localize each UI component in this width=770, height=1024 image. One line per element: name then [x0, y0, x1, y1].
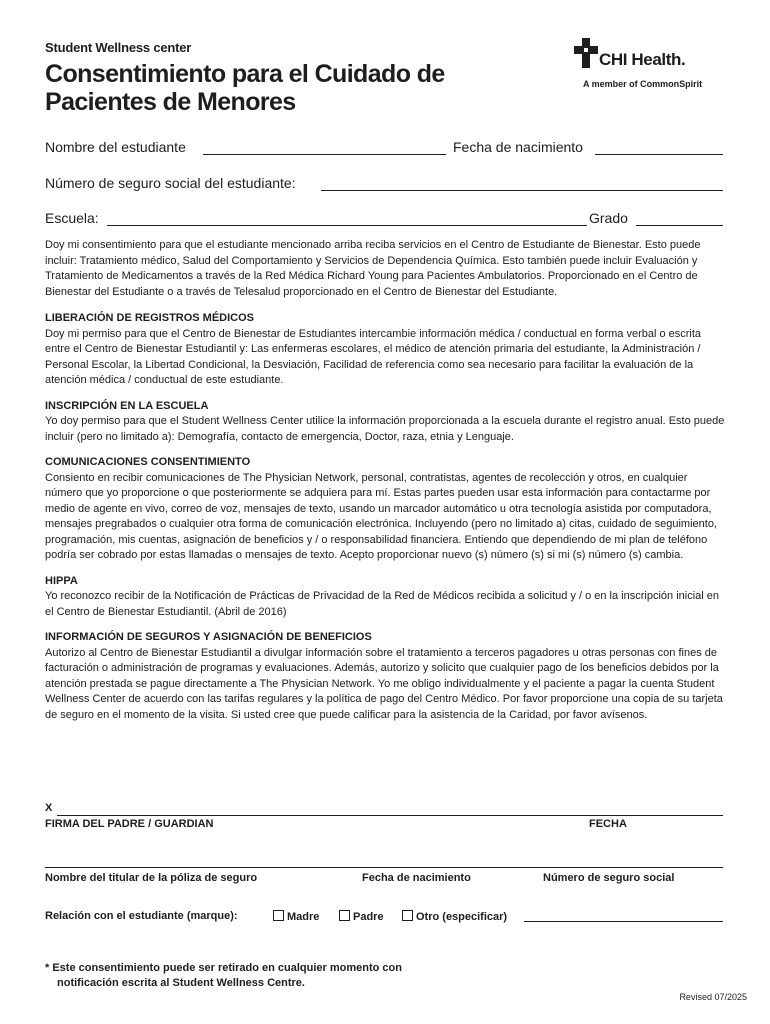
intro-paragraph: Doy mi consentimiento para que el estudiante mencionado arriba reciba servicios en el Centro de Estudiante de Bienestar. Esto puede incluir: Tratamiento médico, Salud del Comportamiento y Servicios de Dependencia Química. Esto también puede incluir Evaluación y Tratamiento de Medicamentos a través de la Red Médica Richard Young para Pacientes Ambulatorios. Proporcionado en el Centro de Bienestar del Estudiante o a través de Telesalud proporcionado en el Centro de Bienestar del Estudiante.: [45, 239, 701, 298]
student-name-line[interactable]: [203, 154, 446, 155]
section-heading: INSCRIPCIÓN EN LA ESCUELA: [45, 399, 209, 412]
birth-date-label: Fecha de nacimiento: [453, 139, 583, 155]
section-heading: LIBERACIÓN DE REGISTROS MÉDICOS: [45, 312, 255, 324]
relation-mother-option[interactable]: [273, 910, 319, 923]
father-checkbox[interactable]: [339, 910, 350, 921]
consent-body: [45, 238, 725, 723]
section-text: Yo reconozco recibir de la Notificación de Prácticas de Privacidad de la Red de Médicos recibida a solicitud y / o en la inscripción inicial en el Centro de Bienestar Estudiantil. (Abril de 2016): [45, 590, 720, 618]
school-row: [45, 210, 723, 230]
section-communications: [45, 455, 725, 564]
section-text: Doy mi permiso para que el Centro de Bienestar de Estudiantes intercambie información médica / conductual en forma verbal o escrita entre el Centro de Bienestar Estudiantil y: Las enfermeras escolares, el médico de atención primaria del estudiante, la Administración / Personal Escolar, la Libertad Condicional, la Desviación, Facilidad de referencia como sea necesario para facilitar la evaluación de la atención médica / conductual de este estudiante.: [45, 327, 702, 386]
withdrawal-note-line-1: * Este consentimiento puede ser retirado en cualquier momento con: [45, 962, 402, 974]
signature-x-mark: X: [45, 802, 53, 814]
section-heading: HIPPA: [45, 574, 78, 587]
revision-date: Revised 07/2025: [679, 992, 747, 1002]
parent-signature-label: FIRMA DEL PADRE / GUARDIAN: [45, 818, 214, 830]
section-enrollment: [45, 399, 725, 446]
section-text: Yo doy permiso para que el Student Wellness Center utilice la información proporcionada a la escuela durante el registro anual. Esto puede incluir (pero no limitado a): Demografía, contacto de emergencia, Doctor, raza, etnia y Lenguaje.: [45, 415, 725, 443]
birth-date-line[interactable]: [595, 154, 723, 155]
section-heading: COMUNICACIONES CONSENTIMIENTO: [45, 456, 251, 468]
student-name-label: Nombre del estudiante: [45, 139, 186, 155]
grade-line[interactable]: [636, 225, 723, 226]
relation-other-option[interactable]: [402, 910, 507, 923]
other-specify-line[interactable]: [524, 921, 723, 922]
chi-health-logo: [570, 36, 730, 96]
father-label: Padre: [353, 911, 384, 923]
withdrawal-note-line-2: notificación escrita al Student Wellness Centre.: [57, 977, 305, 989]
section-hippa: [45, 574, 725, 621]
title-line-2: Pacientes de Menores: [45, 88, 296, 116]
ssn-label: Número de seguro social del estudiante:: [45, 175, 296, 191]
eyebrow-text: Student Wellness center: [45, 40, 192, 55]
grade-label: Grado: [589, 210, 628, 226]
section-records: [45, 311, 725, 389]
signature-date-label: FECHA: [589, 818, 627, 830]
relation-label: Relación con el estudiante (marque):: [45, 910, 238, 922]
section-heading: INFORMACIÓN DE SEGUROS Y ASIGNACIÓN DE BENEFICIOS: [45, 631, 372, 643]
policy-holder-line[interactable]: [45, 867, 723, 868]
school-line[interactable]: [107, 225, 587, 226]
mother-checkbox[interactable]: [273, 910, 284, 921]
ssn-row: [45, 175, 723, 195]
student-name-row: [45, 139, 723, 159]
section-text: Consiento en recibir comunicaciones de The Physician Network, personal, contratistas, agentes de recolección y otros, en cualquier número que yo proporcione o que posteriormente se adquiera para mí. Estas partes pueden usar esta información para contactarme por medio de agente en vivo, correo de voz, mensajes de texto, usando un marcador automático u otra tecnología asistida por computadora, mensajes pregrabados o cualquier otra forma de comunicación electrónica. Incluyendo (pero no limitado a) citas, cuidado de seguimiento, programación, mis cuentas, asignación de beneficios y / o responsabilidad financiera. Entiendo que dependiendo de mi plan de teléfono podría ser cobrado por estas llamadas o mensajes de texto. Acepto proporcionar nuevo (s) número (s) si mi (s) número (s) cambia.: [45, 471, 717, 561]
logo-subtitle: A member of CommonSpirit: [583, 79, 703, 89]
holder-ssn-label: Número de seguro social: [543, 872, 675, 884]
logo-name: CHI Health.: [599, 50, 686, 69]
section-text: Autorizo al Centro de Bienestar Estudiantil a divulgar información sobre el tratamiento a terceros pagadores u otras personas con fines de facturación o administración de programas y evaluaciones. Además, autorizo y solicito que cualquier pago de los beneficios debidos por la atención prestada se pague directamente a The Physician Network. Yo me obligo individualmente y el paciente a pagar la cuenta Student Wellness Center de acuerdo con las tarifas regulares y la política de pago del Centro Médico. Por favor proporcione una copia de su tarjeta de seguro en el momento de la visita. Si usted cree que puede calificar para la asistencia de la Caridad, por favor avísenos.: [45, 646, 723, 721]
section-insurance: [45, 630, 725, 723]
mother-label: Madre: [287, 911, 320, 923]
other-label: Otro (especificar): [416, 911, 508, 923]
title-line-1: Consentimiento para el Cuidado de: [45, 60, 445, 88]
relation-father-option[interactable]: [339, 910, 384, 923]
school-label: Escuela:: [45, 210, 99, 226]
other-checkbox[interactable]: [402, 910, 413, 921]
ssn-line[interactable]: [321, 190, 723, 191]
page-title: [45, 60, 485, 116]
holder-birth-label: Fecha de nacimiento: [362, 872, 471, 884]
parent-signature-line[interactable]: [57, 815, 723, 816]
policy-holder-label: Nombre del titular de la póliza de seguro: [45, 872, 258, 884]
